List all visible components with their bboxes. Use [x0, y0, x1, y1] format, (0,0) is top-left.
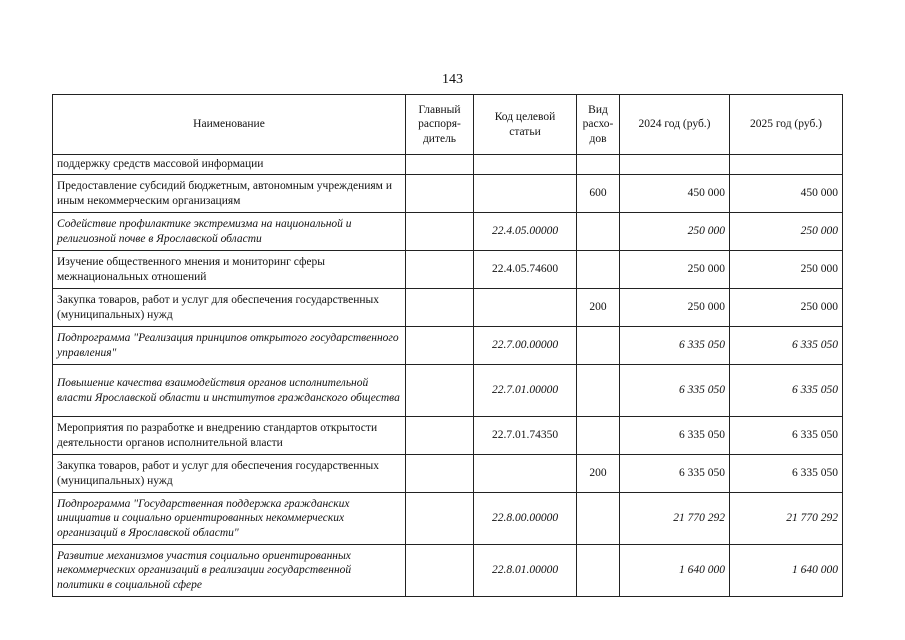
row-expense-type: 200 — [577, 289, 620, 327]
row-main-manager — [406, 175, 474, 213]
header-target-code: Код целевой статьи — [474, 95, 577, 155]
table-row — [53, 493, 843, 545]
table-row — [53, 213, 843, 251]
row-amount-2024: 1 640 000 — [620, 545, 730, 597]
table-row — [53, 289, 843, 327]
row-target-code: 22.7.01.74350 — [474, 417, 577, 455]
row-name: Содействие профилактике экстремизма на национальной и религиозной почве в Ярославской области — [53, 213, 406, 251]
row-amount-2024: 6 335 050 — [620, 327, 730, 365]
header-name: Наименование — [53, 95, 406, 155]
row-main-manager — [406, 417, 474, 455]
row-amount-2024: 250 000 — [620, 251, 730, 289]
header-main-manager: Главный распоря-дитель — [406, 95, 474, 155]
row-main-manager — [406, 545, 474, 597]
row-name: Закупка товаров, работ и услуг для обеспечения государственных (муниципальных) нужд — [53, 455, 406, 493]
row-name: Предоставление субсидий бюджетным, автономным учреждениям и иным некоммерческим организациям — [53, 175, 406, 213]
table-row — [53, 155, 843, 175]
row-name: Подпрограмма "Государственная поддержка гражданских инициатив и социально ориентированных некоммерческих организаций в Ярославской области" — [53, 493, 406, 545]
row-amount-2025: 250 000 — [730, 213, 843, 251]
table-row — [53, 545, 843, 597]
row-amount-2025: 1 640 000 — [730, 545, 843, 597]
row-name: Закупка товаров, работ и услуг для обеспечения государственных (муниципальных) нужд — [53, 289, 406, 327]
row-target-code — [474, 155, 577, 175]
row-expense-type — [577, 327, 620, 365]
row-amount-2024: 250 000 — [620, 213, 730, 251]
row-amount-2024: 6 335 050 — [620, 365, 730, 417]
row-main-manager — [406, 365, 474, 417]
row-target-code — [474, 289, 577, 327]
table-row — [53, 251, 843, 289]
row-amount-2024: 21 770 292 — [620, 493, 730, 545]
row-amount-2024: 450 000 — [620, 175, 730, 213]
row-amount-2025: 250 000 — [730, 289, 843, 327]
row-main-manager — [406, 327, 474, 365]
row-name: Повышение качества взаимодействия органов исполнительной власти Ярославской области и институтов гражданского общества — [53, 365, 406, 417]
row-target-code: 22.8.00.00000 — [474, 493, 577, 545]
row-amount-2024: 6 335 050 — [620, 417, 730, 455]
header-expense-type: Вид расхо-дов — [577, 95, 620, 155]
row-amount-2025: 21 770 292 — [730, 493, 843, 545]
row-expense-type — [577, 417, 620, 455]
header-year-2024: 2024 год (руб.) — [620, 95, 730, 155]
row-main-manager — [406, 155, 474, 175]
row-target-code: 22.4.05.74600 — [474, 251, 577, 289]
row-target-code: 22.7.00.00000 — [474, 327, 577, 365]
row-expense-type — [577, 545, 620, 597]
row-main-manager — [406, 493, 474, 545]
budget-table — [52, 94, 843, 597]
row-amount-2025: 250 000 — [730, 251, 843, 289]
row-name: Подпрограмма "Реализация принципов открытого государственного управления" — [53, 327, 406, 365]
row-expense-type: 200 — [577, 455, 620, 493]
row-amount-2024: 250 000 — [620, 289, 730, 327]
row-amount-2025: 6 335 050 — [730, 417, 843, 455]
row-amount-2025: 6 335 050 — [730, 327, 843, 365]
row-target-code: 22.4.05.00000 — [474, 213, 577, 251]
row-name: Изучение общественного мнения и мониторинг сферы межнациональных отношений — [53, 251, 406, 289]
row-expense-type — [577, 213, 620, 251]
header-year-2025: 2025 год (руб.) — [730, 95, 843, 155]
row-expense-type — [577, 365, 620, 417]
row-main-manager — [406, 289, 474, 327]
row-expense-type — [577, 155, 620, 175]
table-row — [53, 327, 843, 365]
row-amount-2025 — [730, 155, 843, 175]
row-target-code — [474, 455, 577, 493]
table-row — [53, 365, 843, 417]
row-name: поддержку средств массовой информации — [53, 155, 406, 175]
row-target-code: 22.8.01.00000 — [474, 545, 577, 597]
table-row — [53, 417, 843, 455]
row-amount-2025: 6 335 050 — [730, 455, 843, 493]
row-expense-type: 600 — [577, 175, 620, 213]
row-target-code: 22.7.01.00000 — [474, 365, 577, 417]
row-main-manager — [406, 213, 474, 251]
row-amount-2025: 450 000 — [730, 175, 843, 213]
row-amount-2024 — [620, 155, 730, 175]
row-amount-2024: 6 335 050 — [620, 455, 730, 493]
row-main-manager — [406, 251, 474, 289]
table-row — [53, 455, 843, 493]
row-name: Мероприятия по разработке и внедрению стандартов открытости деятельности органов исполнительной власти — [53, 417, 406, 455]
table-row — [53, 175, 843, 213]
page-number: 143 — [442, 72, 463, 87]
table-header-row — [53, 95, 843, 155]
row-expense-type — [577, 251, 620, 289]
row-expense-type — [577, 493, 620, 545]
row-main-manager — [406, 455, 474, 493]
row-amount-2025: 6 335 050 — [730, 365, 843, 417]
row-target-code — [474, 175, 577, 213]
row-name: Развитие механизмов участия социально ориентированных некоммерческих организаций в реализации государственной политики в социальной сфере — [53, 545, 406, 597]
